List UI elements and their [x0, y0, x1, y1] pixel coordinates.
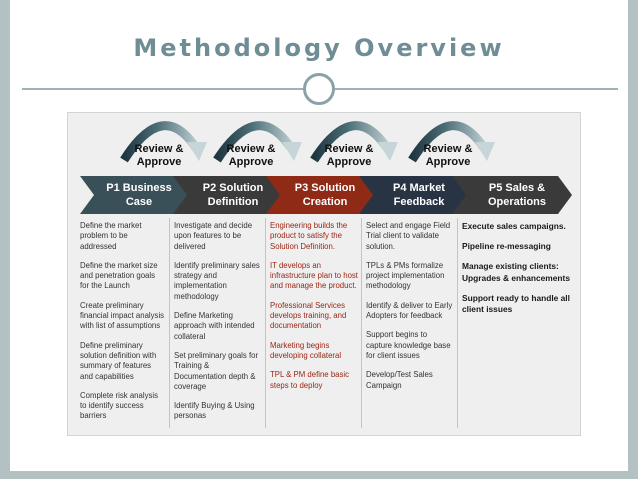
p1-item: Create preliminary financial impact analysis with list of assumptions [80, 300, 165, 331]
review-label-3: Review & Approve [324, 143, 374, 168]
phase-p1-column [80, 221, 166, 431]
phase-p2-line1: P2 Solution [202, 182, 264, 194]
p3-item: IT develops an infrastructure plan to host and manage the product. [270, 260, 358, 291]
p2-item: Investigate and decide upon features to be delivered [174, 221, 253, 251]
p2-item: Identify Buying & Using personas [174, 401, 255, 421]
p2-item: Define Marketing approach with intended collateral [174, 311, 255, 341]
phase-p3-label [268, 176, 372, 214]
p3-item: TPL & PM define basic steps to deploy [270, 370, 350, 390]
phase-p1-line2: Case [125, 196, 153, 208]
phase-p1-line1: P1 Business [106, 182, 172, 194]
review-label-1: Review & Approve [134, 143, 184, 168]
phase-p4-line1: P4 Market [393, 182, 445, 194]
page-title: Methodology Overview [133, 34, 505, 62]
p4-item: Select and engage Field Trial client to validate solution. [366, 221, 451, 251]
p5-item: Execute sales campaigns. [462, 221, 566, 231]
phase-p3-line1: P3 Solution [294, 182, 356, 194]
p2-item: Set preliminary goals for Training & Documentation depth & coverage [174, 350, 259, 391]
p4-item: TPLs & PMs formalize project implementation methodology [366, 260, 445, 291]
phase-p1-label [82, 176, 186, 214]
column-separator-1 [169, 218, 170, 428]
phase-p3-column [270, 221, 358, 400]
column-separator-3 [361, 218, 362, 428]
phase-p2-label [176, 176, 280, 214]
phase-p5-line1: P5 Sales & [488, 182, 546, 194]
phase-p2-column [174, 221, 262, 431]
p4-item: Identify & deliver to Early Adopters for feedback [366, 300, 453, 321]
p3-item: Marketing begins developing collateral [270, 340, 342, 360]
review-label-2: Review & Approve [226, 143, 276, 168]
review-label-4: Review & Approve [423, 143, 473, 168]
p1-item: Define preliminary solution definition with summary of features and capabilities [80, 340, 157, 381]
p1-item: Complete risk analysis to identify success barriers [80, 390, 158, 421]
p5-item: Support ready to handle all client issues [462, 292, 570, 315]
p1-item: Define the market problem to be addressed [80, 221, 142, 251]
p4-item: Develop/Test Sales Campaign [366, 370, 433, 390]
p4-item: Support begins to capture knowledge base for client issues [366, 330, 451, 360]
column-separator-2 [265, 218, 266, 428]
p1-item: Define the market size and penetration goals for the Launch [80, 260, 158, 291]
p5-item: Manage existing clients: Upgrades & enhancements [462, 261, 570, 283]
phase-p4-column [366, 221, 454, 400]
phase-p5-column [462, 221, 570, 324]
p3-item: Professional Services develops training, and documentation [270, 300, 347, 331]
p2-item: Identify preliminary sales strategy and implementation methodology [174, 260, 260, 301]
phase-p4-line2: Feedback [393, 196, 445, 208]
phase-p2-line2: Definition [207, 196, 259, 208]
phase-p5-label [456, 176, 568, 214]
phase-p4-label [362, 176, 466, 214]
column-separator-4 [457, 218, 458, 428]
p3-item: Engineering builds the product to satisfy the Solution Definition. [270, 221, 348, 251]
p5-item: Pipeline re-messaging [462, 241, 551, 252]
phase-p5-line2: Operations [487, 196, 547, 208]
phase-p3-line2: Creation [302, 196, 348, 208]
